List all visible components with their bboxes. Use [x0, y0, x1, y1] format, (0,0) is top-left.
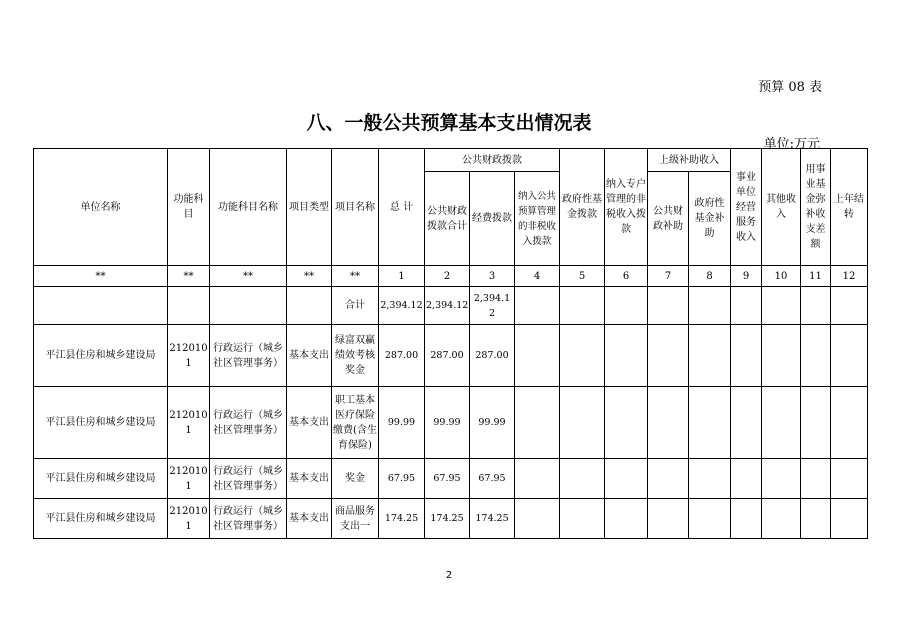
row-expense: 67.95 — [470, 459, 515, 499]
row-item: 绿富双赢绩效考核奖金 — [332, 325, 379, 387]
index-cell: 6 — [605, 266, 648, 287]
index-cell: 12 — [831, 266, 868, 287]
total-public: 2,394.12 — [425, 287, 470, 325]
header-business-service: 事业单位经营服务收入 — [731, 149, 762, 266]
row-expense: 99.99 — [470, 387, 515, 459]
index-cell: 5 — [560, 266, 605, 287]
page-title: 八、一般公共预算基本支出情况表 — [306, 112, 592, 134]
index-cell: 2 — [425, 266, 470, 287]
index-cell: ** — [287, 266, 332, 287]
table-row — [34, 325, 868, 387]
index-cell: 8 — [689, 266, 731, 287]
row-total: 67.95 — [379, 459, 425, 499]
row-type: 基本支出 — [287, 325, 332, 387]
row-unit: 平江县住房和城乡建设局 — [34, 387, 168, 459]
row-public-total: 67.95 — [425, 459, 470, 499]
row-code: 2120101 — [168, 499, 210, 539]
index-cell: 7 — [648, 266, 689, 287]
row-item: 奖金 — [332, 459, 379, 499]
row-func-name: 行政运行（城乡社区管理事务） — [210, 499, 287, 539]
table-row — [34, 459, 868, 499]
form-number: 预算 08 表 — [758, 80, 822, 95]
row-total: 287.00 — [379, 325, 425, 387]
header-item-name: 项目名称 — [332, 149, 379, 266]
header-func-name: 功能科目名称 — [210, 149, 287, 266]
row-public-total: 99.99 — [425, 387, 470, 459]
row-unit: 平江县住房和城乡建设局 — [34, 325, 168, 387]
header-non-tax-special: 纳入专户管理的非税收入拨款 — [605, 149, 648, 266]
table-row — [34, 499, 868, 539]
row-public-total: 174.25 — [425, 499, 470, 539]
total-expense: 2,394.12 — [470, 287, 515, 325]
index-cell: ** — [210, 266, 287, 287]
row-public-total: 287.00 — [425, 325, 470, 387]
row-code: 2120101 — [168, 459, 210, 499]
index-cell: ** — [332, 266, 379, 287]
row-code: 2120101 — [168, 325, 210, 387]
total-row — [34, 287, 868, 325]
header-func-code: 功能科目 — [168, 149, 210, 266]
header-gov-fund-subsidy: 政府性基金补助 — [689, 172, 731, 266]
row-item: 职工基本医疗保险缴费(含生育保险) — [332, 387, 379, 459]
header-other-income: 其他收入 — [762, 149, 801, 266]
index-row — [34, 266, 868, 287]
header-gov-fund: 政府性基金拨款 — [560, 149, 605, 266]
row-func-name: 行政运行（城乡社区管理事务） — [210, 325, 287, 387]
row-expense: 287.00 — [470, 325, 515, 387]
table-row — [34, 387, 868, 459]
index-cell: 3 — [470, 266, 515, 287]
header-unit-name: 单位名称 — [34, 149, 168, 266]
header-total: 总 计 — [379, 149, 425, 266]
row-total: 174.25 — [379, 499, 425, 539]
total-sum: 2,394.12 — [379, 287, 425, 325]
row-type: 基本支出 — [287, 499, 332, 539]
header-item-type: 项目类型 — [287, 149, 332, 266]
header-expense-alloc: 经费拨款 — [470, 172, 515, 266]
index-cell: ** — [168, 266, 210, 287]
header-carryover: 上年结转 — [831, 149, 868, 266]
index-cell: 1 — [379, 266, 425, 287]
header-public-finance-total: 公共财政拨款合计 — [425, 172, 470, 266]
row-func-name: 行政运行（城乡社区管理事务） — [210, 387, 287, 459]
header-superior-subsidy: 上级补助收入 — [648, 149, 731, 172]
header-fund-deficit: 用事业基金弥补收支差额 — [801, 149, 831, 266]
index-cell: 10 — [762, 266, 801, 287]
row-type: 基本支出 — [287, 387, 332, 459]
unit-label: 单位:万元 — [763, 137, 820, 152]
index-cell: 9 — [731, 266, 762, 287]
row-func-name: 行政运行（城乡社区管理事务） — [210, 459, 287, 499]
row-item: 商品服务支出一 — [332, 499, 379, 539]
header-non-tax-public: 纳入公共预算管理的非税收入拨款 — [515, 172, 560, 266]
row-total: 99.99 — [379, 387, 425, 459]
row-type: 基本支出 — [287, 459, 332, 499]
index-cell: 4 — [515, 266, 560, 287]
row-expense: 174.25 — [470, 499, 515, 539]
header-public-finance: 公共财政拨款 — [425, 149, 560, 172]
row-code: 2120101 — [168, 387, 210, 459]
total-label: 合计 — [332, 287, 379, 325]
budget-table — [33, 148, 868, 539]
page-number: 2 — [445, 570, 453, 581]
row-unit: 平江县住房和城乡建设局 — [34, 459, 168, 499]
header-public-subsidy: 公共财政补助 — [648, 172, 689, 266]
index-cell: ** — [34, 266, 168, 287]
row-unit: 平江县住房和城乡建设局 — [34, 499, 168, 539]
header-row-1 — [34, 149, 868, 172]
index-cell: 11 — [801, 266, 831, 287]
